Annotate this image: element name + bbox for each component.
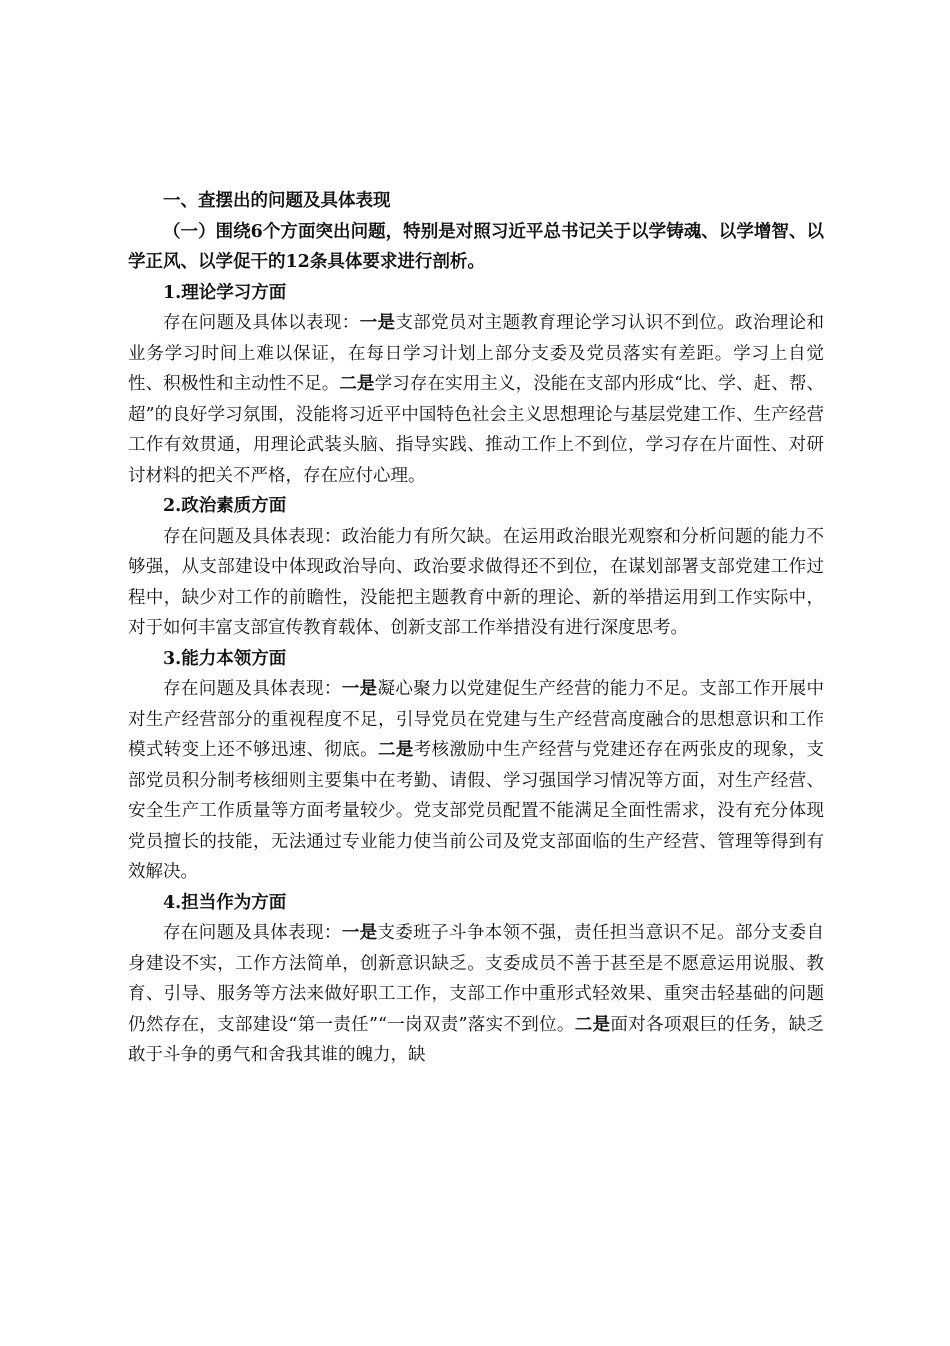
section-1-point-1-marker: 一是 bbox=[359, 313, 396, 333]
section-2-title: 2.政治素质方面 bbox=[163, 496, 287, 516]
heading-level-1: 一、查摆出的问题及具体表现 bbox=[163, 191, 391, 211]
section-4-paragraph bbox=[128, 918, 824, 1071]
section-3-point-1-marker: 一是 bbox=[341, 679, 378, 699]
section-4-point-1-text: 支委班子斗争本领不强，责任担当意识不足。部分支委自身建设不实，工作方法简单，创新意识缺乏。支委成员不善于甚至是不愿意运用说服、教育、引导、服务等方法来做好职工工作，支部工作中重形式轻效果、重突击轻基础的问题仍然存在，支部建设“第一责任”“一岗双责”落实不到位。 bbox=[128, 923, 824, 1035]
section-1-point-2-marker: 二是 bbox=[339, 374, 375, 394]
section-2-paragraph: 存在问题及具体表现：政治能力有所欠缺。在运用政治眼光观察和分析问题的能力不够强，从支部建设中体现政治导向、政治要求做得还不到位，在谋划部署支部党建工作过程中，缺少对工作的前瞻性，没能把主题教育中新的理论、新的举措运用到工作实际中，对于如何丰富支部宣传教育载体、创新支部工作举措没有进行深度思考。 bbox=[128, 526, 824, 638]
section-1-point-1-text: 支部党员对主题教育理论学习认识不到位。政治理论和业务学习时间上难以保证，在每日学习计划上部分支委及党员落实有差距。学习上自觉性、积极性和主动性不足。 bbox=[128, 313, 824, 394]
section-4-point-2-text: 面对各项艰巨的任务，缺乏敢于斗争的勇气和舍我其谁的魄力，缺 bbox=[128, 1014, 825, 1065]
document-page bbox=[128, 186, 824, 1071]
section-1-intro: 存在问题及具体以表现： bbox=[163, 313, 360, 333]
section-1-point-2-text: 学习存在实用主义，没能在支部内形成“比、学、赶、帮、超”的良好学习氛围，没能将习近平中国特色社会主义思想理论与基层党建工作、生产经营工作有效贯通，用理论武装头脑、指导实践、推动工作上不到位，学习存在片面性、对研讨材料的把关不严格，存在应付心理。 bbox=[128, 374, 825, 486]
section-4-intro: 存在问题及具体表现： bbox=[163, 923, 342, 943]
section-3-intro: 存在问题及具体表现： bbox=[163, 679, 342, 699]
section-4-point-1-marker: 一是 bbox=[341, 923, 378, 943]
section-4-title: 4.担当作为方面 bbox=[163, 892, 287, 913]
section-1-title: 1.理论学习方面 bbox=[163, 282, 287, 303]
section-3-title: 3.能力本领方面 bbox=[163, 648, 287, 669]
section-3-point-2-marker: 二是 bbox=[377, 740, 414, 760]
heading-level-2: （一）围绕6个方面突出问题，特别是对照习近平总书记关于以学铸魂、以学增智、以学正风、以学促干的12条具体要求进行剖析。 bbox=[128, 221, 824, 272]
section-4-point-2-marker: 二是 bbox=[574, 1014, 611, 1035]
section-3-point-2-text: 考核激励中生产经营与党建还存在两张皮的现象，支部党员积分制考核细则主要集中在考勤、请假、学习强国学习情况等方面，对生产经营、安全生产工作质量等方面考量较少。党支部党员配置不能满足全面性需求，没有充分体现党员擅长的技能，无法通过专业能力使当前公司及党支部面临的生产经营、管理等得到有效解决。 bbox=[128, 740, 825, 882]
section-1-paragraph bbox=[128, 308, 824, 491]
section-3-point-1-text: 凝心聚力以党建促生产经营的能力不足。支部工作开展中对生产经营部分的重视程度不足，引导党员在党建与生产经营高度融合的思想意识和工作模式转变上还不够迅速、彻底。 bbox=[128, 679, 824, 760]
section-3-paragraph bbox=[128, 674, 824, 888]
